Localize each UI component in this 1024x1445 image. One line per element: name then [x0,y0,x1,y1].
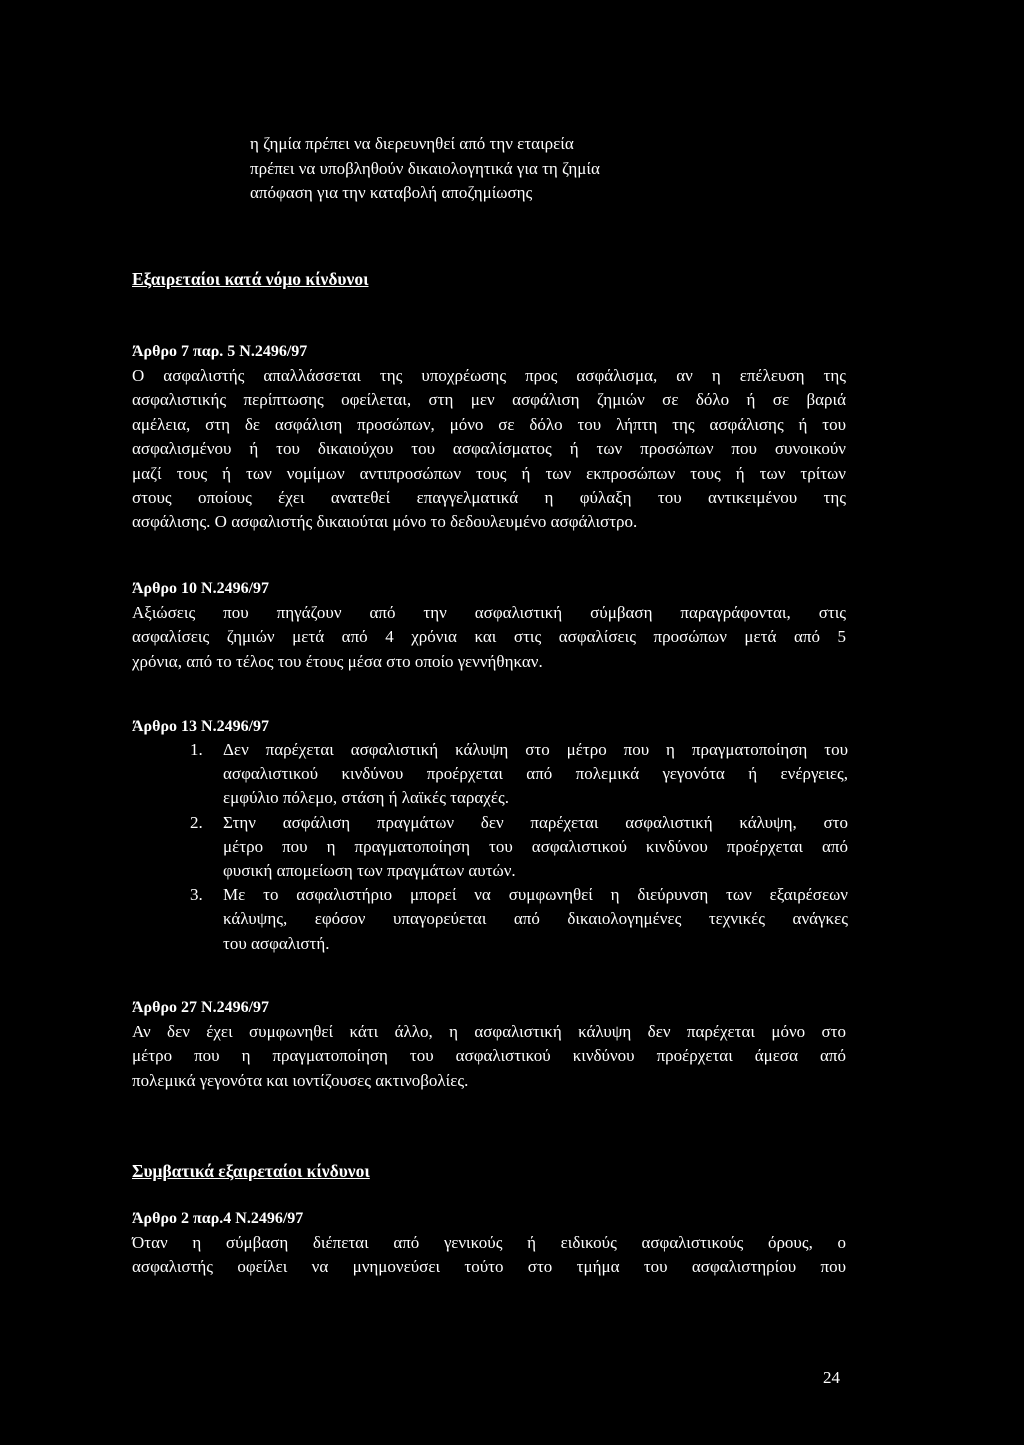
intro-line: πρέπει να υποβληθούν δικαιολογητικά για τη ζημία [250,158,600,178]
article-title: Άρθρο 27 Ν.2496/97 [132,999,270,1016]
text-line: ασφαλιστής οφείλει να μνημονεύσει τούτο στο τμήμα του ασφαλιστηρίου που [132,1257,846,1277]
article-7-text [132,364,846,535]
list-item [190,883,848,956]
intro-line: απόφαση για την καταβολή αποζημίωσης [250,183,533,202]
text-line: Αν δεν έχει συμφωνηθεί κάτι άλλο, η ασφαλιστική κάλυψη δεν παρέχεται μόνο στο [132,1022,846,1041]
text-line: μαζί τους ή των νομίμων αντιπροσώπων τους ή των εκπροσώπων τους ή των τρίτων [132,463,846,483]
text-line: ασφαλιστικής περίπτωσης οφείλεται, στη μεν ασφάλιση ζημιών σε δόλο ή σε βαριά [132,390,846,410]
section-heading: Εξαιρεταίοι κατά νόμο κίνδυνοι [132,269,369,289]
list-item-number: 1. [190,740,203,759]
text-line: Αξιώσεις που πηγάζουν από την ασφαλιστική σύμβαση παραγράφονται, στις [132,603,846,622]
article-title: Άρθρο 10 Ν.2496/97 [132,580,270,597]
text-line: στους οποίους έχει ανατεθεί επαγγελματικά η φύλαξη του αντικειμένου της [132,488,846,508]
text-line: Στην ασφάλιση πραγμάτων δεν παρέχεται ασφαλιστική κάλυψη, στο [223,812,848,832]
list-item-number: 2. [190,812,203,832]
list-item [190,738,848,811]
text-line: κάλυψης, εφόσον υπαγορεύεται από δικαιολογημένες τεχνικές ανάγκες [223,909,848,929]
article-27 [132,997,846,1093]
article-title: Άρθρο 13 Ν.2496/97 [132,718,270,735]
text-line: ασφάλισης. Ο ασφαλιστής δικαιούται μόνο το δεδουλευμένο ασφάλιστρο. [132,512,638,532]
section-heading: Συμβατικά εξαιρεταίοι κίνδυνοι [132,1161,370,1181]
text-line: Με το ασφαλιστήριο μπορεί να συμφωνηθεί η διεύρυνση των εξαιρέσεων [223,885,848,905]
article-7 [132,341,846,535]
page-number: 24 [823,1368,840,1387]
text-line: χρόνια, από το τέλος του έτους μέσα στο οποίο γεννήθηκαν. [132,651,543,671]
text-line: Δεν παρέχεται ασφαλιστική κάλυψη στο μέτρο που η πραγματοποίηση του [223,740,848,759]
text-line: ασφαλιστικού κινδύνου προέρχεται από πολεμικά γεγονότα ή ενέργειες, [223,764,848,784]
text-line: αμέλεια, στη δε ασφάλιση προσώπων, μόνο σε δόλο του λήπτη της ασφάλισης ή του [132,414,846,434]
article-13-list [190,738,848,956]
article-title: Άρθρο 2 παρ.4 Ν.2496/97 [132,1210,304,1227]
text-line: Ο ασφαλιστής απαλλάσσεται της υποχρέωσης προς ασφάλισμα, αν η επέλευση της [132,366,846,385]
text-line: Όταν η σύμβαση διέπεται από γενικούς ή ειδικούς ασφαλιστικούς όρους, ο [132,1233,846,1252]
article-2-text [132,1231,846,1280]
list-item-number: 3. [190,885,203,905]
text-line: μέτρο που η πραγματοποίηση του ασφαλιστικού κινδύνου προέρχεται από [223,836,848,856]
article-10-text [132,601,846,674]
article-13 [132,716,846,738]
list-item [190,811,848,884]
text-line: εμφύλιο πόλεμο, στάση ή λαϊκές ταραχές. [223,788,509,808]
intro-block [250,132,600,206]
text-line: μέτρο που η πραγματοποίηση του ασφαλιστικού κινδύνου προέρχεται άμεσα από [132,1046,846,1066]
text-line: φυσική απομείωση των πραγμάτων αυτών. [223,861,516,881]
article-27-text [132,1020,846,1093]
article-10 [132,578,846,674]
intro-line: η ζημία πρέπει να διερευνηθεί από την εταιρεία [250,134,574,153]
section-heading-legal-exclusions [132,269,846,290]
text-line: του ασφαλιστή. [223,933,330,953]
text-line: ασφαλίσεις ζημιών μετά από 4 χρόνια και στις ασφαλίσεις προσώπων μετά από 5 [132,627,846,647]
article-title: Άρθρο 7 παρ. 5 Ν.2496/97 [132,343,308,360]
text-line: ασφαλισμένου ή του δικαιούχου του ασφαλίσματος ή των προσώπων που συνοικούν [132,439,846,459]
section-heading-contractual-exclusions [132,1161,846,1182]
text-line: πολεμικά γεγονότα και ιοντίζουσες ακτινοβολίες. [132,1070,469,1090]
article-2 [132,1208,846,1280]
